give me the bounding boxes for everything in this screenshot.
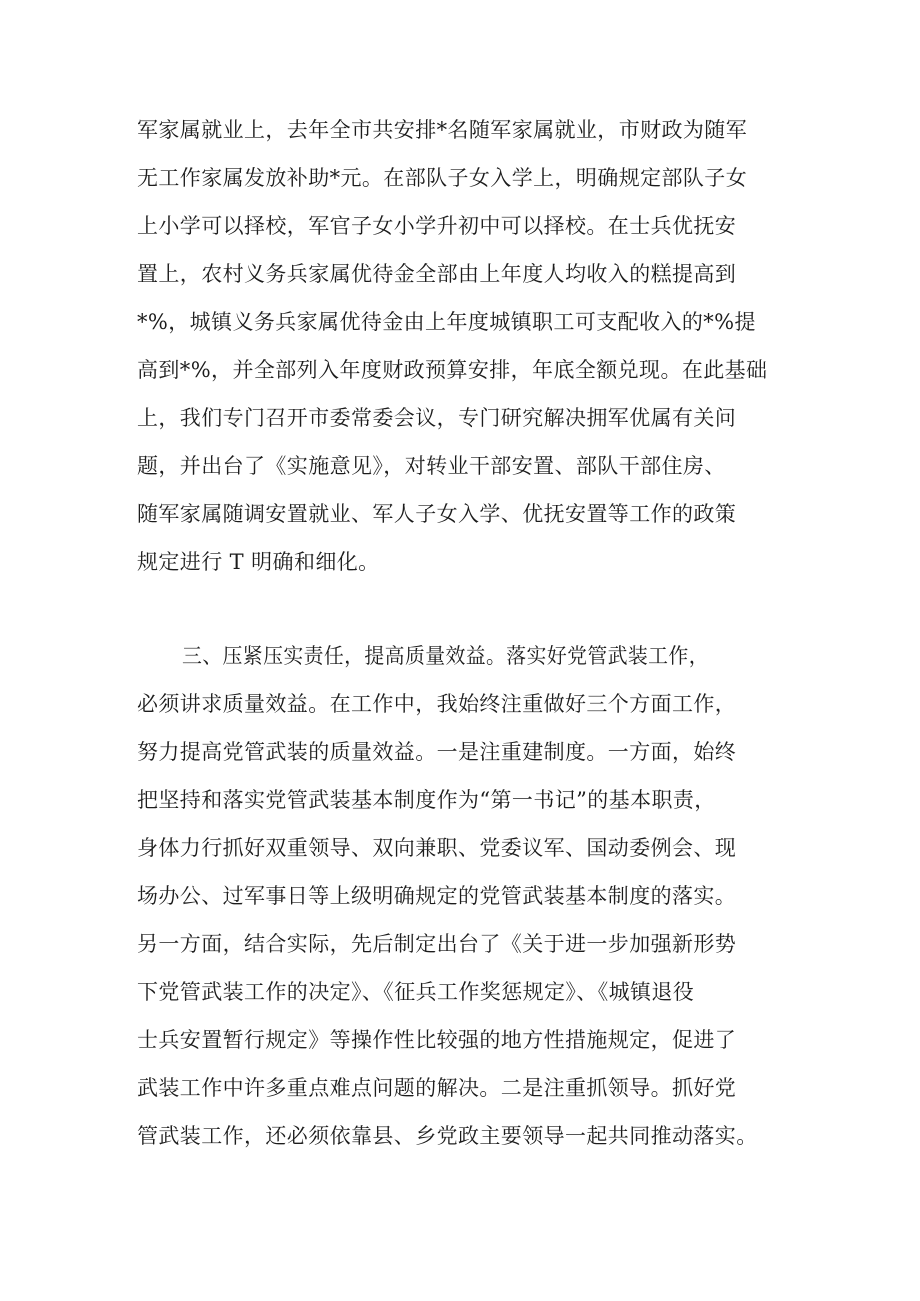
text-line: 管武装工作，还必须依靠县、乡党政主要领导一起共同推动落实。	[137, 1124, 758, 1148]
text-line: 身体力行抓好双重领导、双向兼职、党委议军、国动委例会、现	[137, 836, 737, 860]
text-line: 上小学可以择校，军官子女小学升初中可以择校。在士兵优抚安	[137, 214, 737, 238]
text-line: 下党管武装工作的决定》、《征兵工作奖惩规定》、《城镇退役	[137, 980, 695, 1004]
text-line: 军家属就业上，去年全市共安排*名随军家属就业，市财政为随军	[137, 118, 748, 142]
text-line: 武装工作中许多重点难点问题的解决。二是注重抓领导。抓好党	[137, 1076, 737, 1100]
text-line: 高到*%，并全部列入年度财政预算安排，年底全额兑现。在此基础	[137, 358, 768, 382]
text-line: 规定进行 T 明确和细化。	[137, 550, 380, 574]
text-line: 场办公、过军事日等上级明确规定的党管武装基本制度的落实。	[137, 884, 737, 908]
text-line: 置上，农村义务兵家属优待金全部由上年度人均收入的糕提高到	[137, 262, 737, 286]
text-line: 必须讲求质量效益。在工作中，我始终注重做好三个方面工作，	[137, 692, 737, 716]
text-line: 把坚持和落实党管武装基本制度作为“第一书记”的基本职责，	[137, 788, 716, 812]
text-line: 努力提高党管武装的质量效益。一是注重建制度。一方面，始终	[137, 740, 737, 764]
text-line: 随军家属随调安置就业、军人子女入学、优抚安置等工作的政策	[137, 502, 737, 526]
text-line: 题，并出台了《实施意见》，对转业干部安置、部队干部住房、	[137, 454, 726, 478]
text-line: 上，我们专门召开市委常委会议，专门研究解决拥军优属有关问	[137, 406, 737, 430]
text-line: 三、压紧压实责任，提高质量效益。落实好党管武装工作，	[182, 644, 709, 668]
text-line: *%，城镇义务兵家属优待金由上年度城镇职工可支配收入的*%提	[137, 310, 756, 334]
text-line: 另一方面，结合实际，先后制定出台了《关于进一步加强新形势	[137, 932, 737, 956]
text-line: 无工作家属发放补助*元。在部队子女入学上，明确规定部队子女	[137, 166, 748, 190]
text-line: 士兵安置暂行规定》等操作性比较强的地方性措施规定，促进了	[137, 1028, 737, 1052]
